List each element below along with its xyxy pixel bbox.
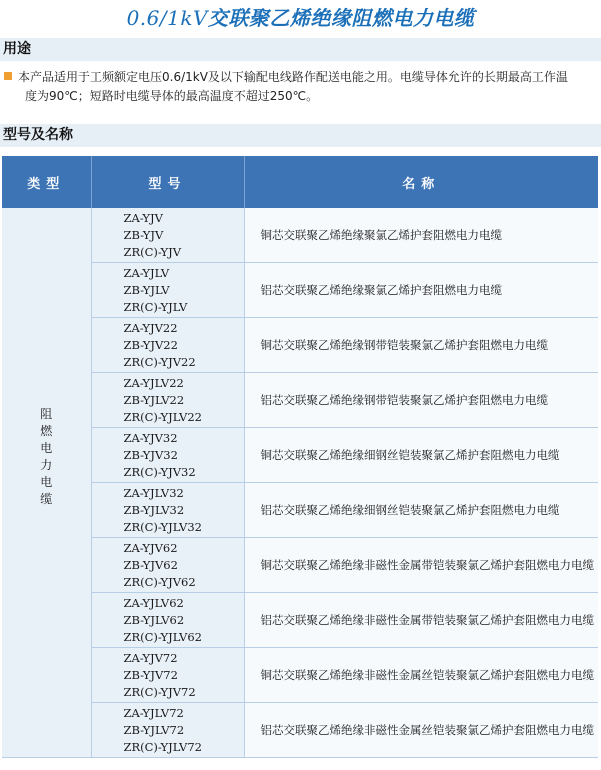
model-cell: ZA-YJV72 ZB-YJV72 ZR(C)-YJV72	[91, 648, 244, 703]
col-model-header: 型号	[91, 156, 244, 208]
model-cell: ZA-YJLV ZB-YJLV ZR(C)-YJLV	[91, 263, 244, 318]
model-cell: ZA-YJV22 ZB-YJV22 ZR(C)-YJV22	[91, 318, 244, 373]
table-row	[2, 483, 598, 538]
table-row	[2, 208, 598, 263]
model-cell: ZA-YJLV32 ZB-YJLV32 ZR(C)-YJLV32	[91, 483, 244, 538]
name-cell: 铝芯交联聚乙烯绝缘细钢丝铠装聚氯乙烯护套阻燃电力电缆	[244, 483, 598, 538]
col-type-header: 类型	[2, 156, 91, 208]
page-title	[0, 2, 601, 30]
bullet-icon	[4, 72, 12, 80]
name-cell: 铜芯交联聚乙烯绝缘聚氯乙烯护套阻燃电力电缆	[244, 208, 598, 263]
model-cell: ZA-YJLV62 ZB-YJLV62 ZR(C)-YJLV62	[91, 593, 244, 648]
table-row	[2, 373, 598, 428]
table-row	[2, 593, 598, 648]
models-heading: 型号及名称	[0, 124, 601, 147]
model-table	[2, 156, 598, 758]
table-header-row	[2, 156, 598, 208]
name-cell: 铝芯交联聚乙烯绝缘非磁性金属丝铠装聚氯乙烯护套阻燃电力电缆	[244, 703, 598, 758]
usage-line-1: 本产品适用于工频额定电压0.6/1kV及以下输配电线路作配送电能之用。电缆导体允许的长期最高工作温	[18, 70, 568, 84]
name-cell: 铜芯交联聚乙烯绝缘细钢丝铠装聚氯乙烯护套阻燃电力电缆	[244, 428, 598, 483]
name-cell: 铝芯交联聚乙烯绝缘钢带铠装聚氯乙烯护套阻燃电力电缆	[244, 373, 598, 428]
name-cell: 铜芯交联聚乙烯绝缘非磁性金属带铠装聚氯乙烯护套阻燃电力电缆	[244, 538, 598, 593]
usage-heading: 用途	[0, 38, 601, 61]
table-row	[2, 428, 598, 483]
table-row	[2, 538, 598, 593]
title-text: 交联聚乙烯绝缘阻燃电力电缆	[207, 6, 475, 30]
model-cell: ZA-YJV ZB-YJV ZR(C)-YJV	[91, 208, 244, 263]
model-cell: ZA-YJV32 ZB-YJV32 ZR(C)-YJV32	[91, 428, 244, 483]
usage-text	[4, 68, 596, 106]
col-name-header: 名称	[244, 156, 598, 208]
name-cell: 铝芯交联聚乙烯绝缘聚氯乙烯护套阻燃电力电缆	[244, 263, 598, 318]
table-row	[2, 318, 598, 373]
model-cell: ZA-YJV62 ZB-YJV62 ZR(C)-YJV62	[91, 538, 244, 593]
table-row	[2, 648, 598, 703]
table-row	[2, 263, 598, 318]
usage-line-2: 度为90℃；短路时电缆导体的最高温度不超过250℃。	[25, 89, 319, 103]
name-cell: 铜芯交联聚乙烯绝缘钢带铠装聚氯乙烯护套阻燃电力电缆	[244, 318, 598, 373]
title-voltage: 0.6/1kV	[126, 6, 208, 30]
name-cell: 铜芯交联聚乙烯绝缘非磁性金属丝铠装聚氯乙烯护套阻燃电力电缆	[244, 648, 598, 703]
type-cell: 阻 燃 电 力 电 缆	[2, 208, 91, 758]
table-row	[2, 703, 598, 758]
model-cell: ZA-YJLV22 ZB-YJLV22 ZR(C)-YJLV22	[91, 373, 244, 428]
name-cell: 铝芯交联聚乙烯绝缘非磁性金属带铠装聚氯乙烯护套阻燃电力电缆	[244, 593, 598, 648]
model-cell: ZA-YJLV72 ZB-YJLV72 ZR(C)-YJLV72	[91, 703, 244, 758]
